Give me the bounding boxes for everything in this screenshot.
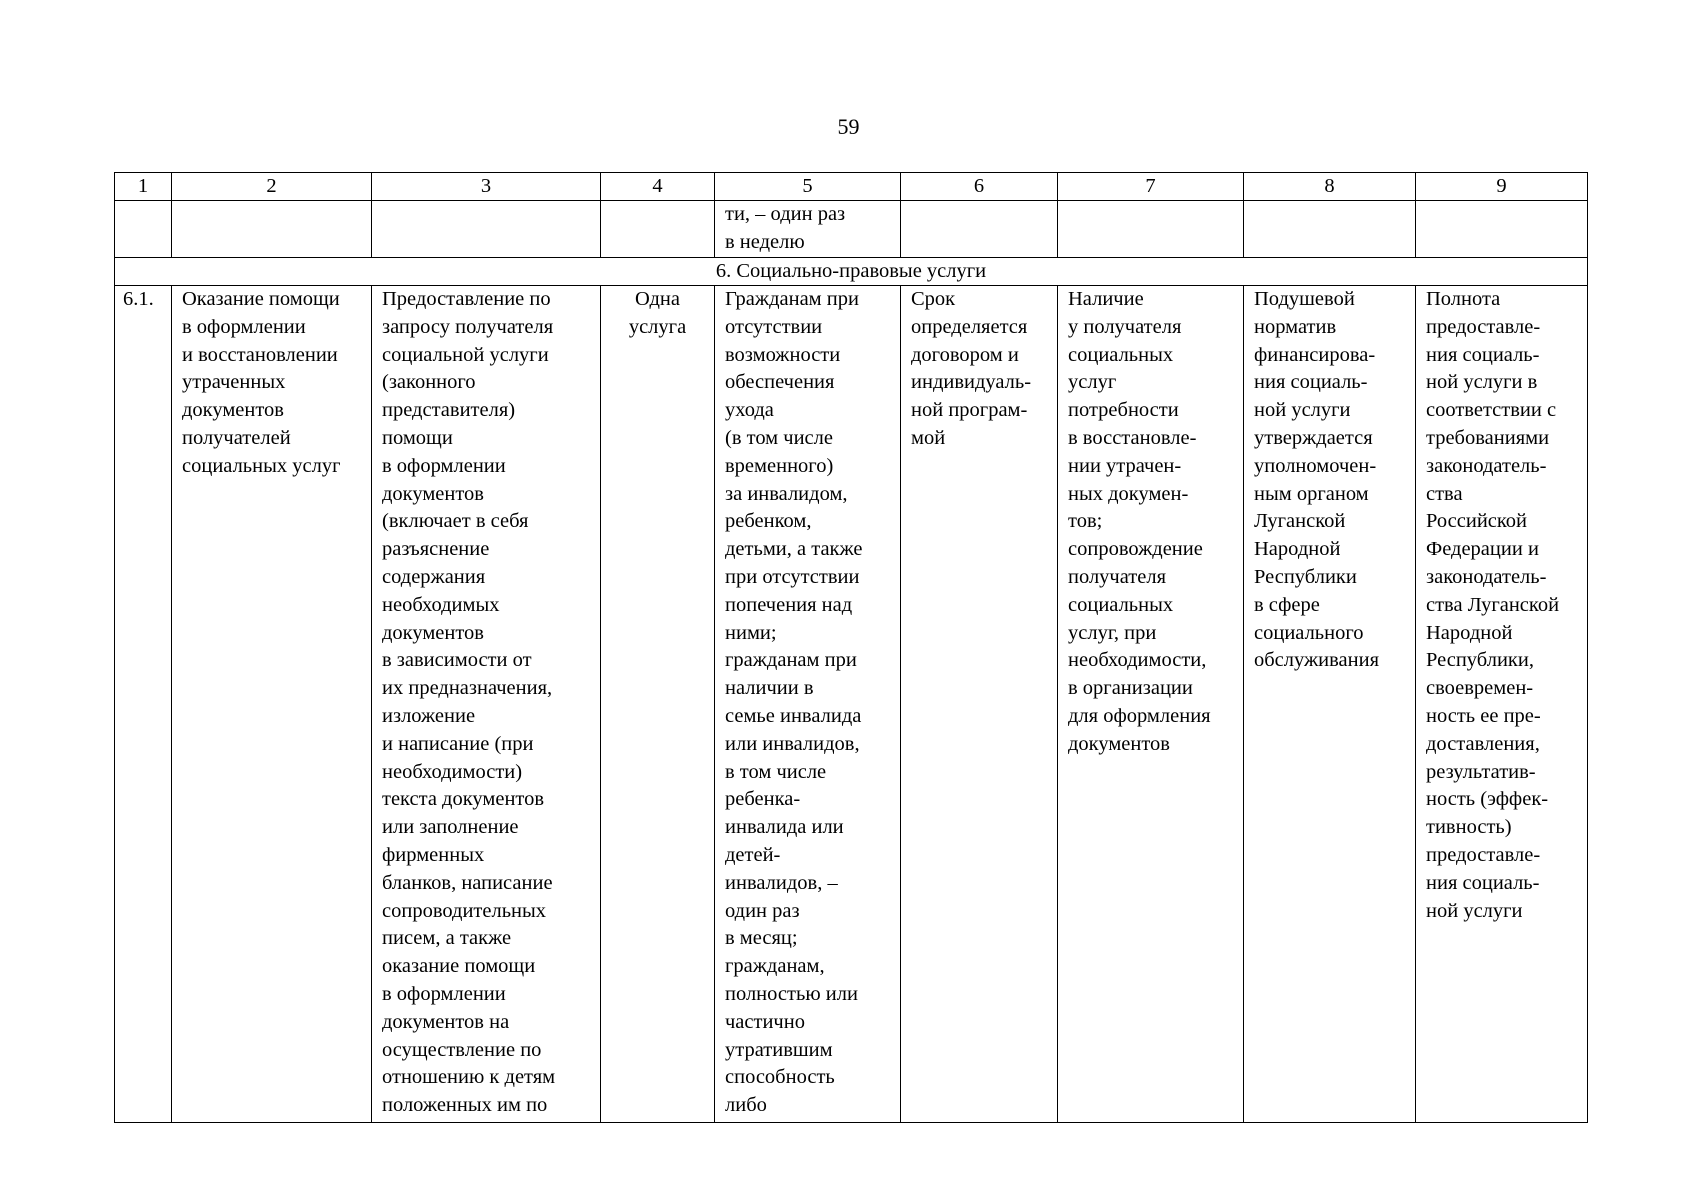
column-number: 5 [715,173,901,201]
column-number: 2 [172,173,372,201]
empty-cell [172,201,372,258]
column-number: 4 [601,173,715,201]
empty-cell [1058,201,1244,258]
empty-cell [601,201,715,258]
column-number-row [115,173,1588,201]
quality-indicators-cell: Полнота предоставле- ния социаль- ной услуги в соответствии с требованиями законодатель- ства Российской Федерации и законодатель- ства Луганской Народной Республики, своевремен- ность ее пре- доставления, результатив- ность (эффек- тивность) предоставле- ния социаль- ной услуги [1416,286,1588,1123]
table-row [115,286,1588,1123]
column-number: 8 [1244,173,1416,201]
column-number: 9 [1416,173,1588,201]
column-number: 3 [372,173,601,201]
column-number: 7 [1058,173,1244,201]
empty-cell [1244,201,1416,258]
column-number: 1 [115,173,172,201]
service-unit-cell: Одна услуга [601,286,715,1123]
service-conditions-cell: Наличие у получателя социальных услуг потребности в восстановле- нии утрачен- ных докумен- тов; сопровождение получателя социальных услуг, при необходимости, в организации для оформления документов [1058,286,1244,1123]
column-number: 6 [901,173,1058,201]
continuation-row [115,201,1588,258]
page-number: 59 [837,114,860,139]
services-table [114,172,1588,1123]
service-frequency-cell: Гражданам при отсутствии возможности обеспечения ухода (в том числе временного) за инвалидом, ребенком, детьми, а также при отсутствии попечения над ними; гражданам при наличии в семье инвалида или инвалидов, в том числе ребенка- инвалида или детей- инвалидов, – один раз в месяц; гражданам, полностью или частично утратившим способность либо [715,286,901,1123]
empty-cell [1416,201,1588,258]
funding-standard-cell: Подушевой норматив финансирова- ния социаль- ной услуги утверждается уполномочен- ным органом Луганской Народной Республики в сфере социального обслуживания [1244,286,1416,1123]
section-heading-row [115,258,1588,286]
service-description-cell: Предоставление по запросу получателя социальной услуги (законного представителя) помощи в оформлении документов (включает в себя разъяснение содержания необходимых документов в зависимости от их предназначения, изложение и написание (при необходимости) текста документов или заполнение фирменных бланков, написание сопроводительных писем, а также оказание помощи в оформлении документов на осуществление по отношению к детям положенных им по [372,286,601,1123]
section-title: 6. Социально-правовые услуги [115,258,1588,286]
empty-cell [901,201,1058,258]
row-number: 6.1. [115,286,172,1123]
empty-cell [372,201,601,258]
service-name-cell: Оказание помощи в оформлении и восстановлении утраченных документов получателей социальных услуг [172,286,372,1123]
empty-cell [115,201,172,258]
continuation-frequency-cell: ти, – один раз в неделю [715,201,901,258]
service-term-cell: Срок определяется договором и индивидуаль- ной програм- мой [901,286,1058,1123]
